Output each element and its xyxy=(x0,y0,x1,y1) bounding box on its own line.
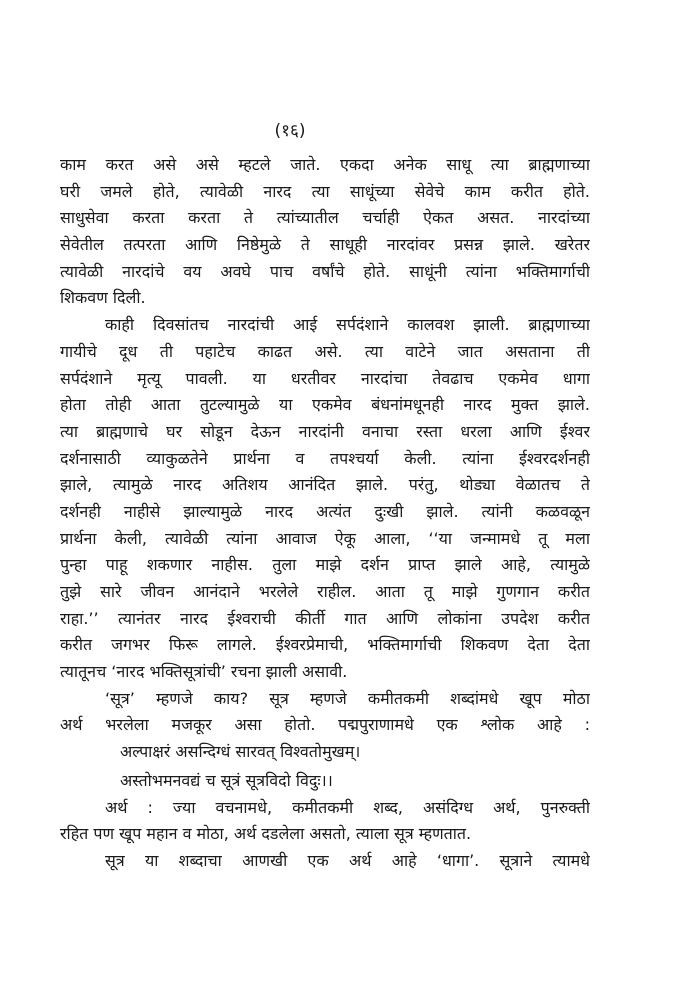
text-line: काम करत असे असे म्हटले जाते. एकदा अनेक साधू त्या ब्राह्मणाच्या xyxy=(60,155,590,174)
text-line: दर्शनही नाहीसे झाल्यामुळे नारद अत्यंत दुःखी झाले. त्यांनी कळवळून xyxy=(60,501,590,521)
text-line: गायीचे दूध ती पहाटेच काढत असे. त्या वाटेने जात असताना ती xyxy=(60,341,590,361)
text-line: अर्थ : ज्या वचनामधे, कमीतकमी शब्द, असंदिग्ध अर्थ, पुनरुक्ती xyxy=(105,797,590,817)
text-line: काही दिवसांतच नारदांची आई सर्पदंशाने कालवश झाली. ब्राह्मणाच्या xyxy=(105,315,590,335)
text-line: त्यातूनच ‘नारद भक्तिसूत्रांची’ रचना झाली असावी. xyxy=(60,662,348,682)
text-line: होता तोही आता तुटल्यामुळे या एकमेव बंधनांमधूनही नारद मुक्त झाले. xyxy=(60,395,590,415)
text-line: सर्पदंशाने मृत्यू पावली. या धरतीवर नारदांचा तेवढाच एकमेव धागा xyxy=(60,368,590,388)
text-line: ‘सूत्र’ म्हणजे काय? सूत्र म्हणजे कमीतकमी शब्दांमधे खूप मोठा xyxy=(105,688,590,708)
text-line: त्या ब्राह्मणाचे घर सोडून देऊन नारदांनी वनाचा रस्ता धरला आणि ईश्वर xyxy=(60,421,590,441)
page-number: (१६) xyxy=(274,121,306,141)
text-line: दर्शनासाठी व्याकुळतेने प्रार्थना व तपश्चर्या केली. त्यांना ईश्वरदर्शनही xyxy=(60,448,590,468)
text-line: शिकवण दिली. xyxy=(60,288,146,308)
text-line: रहित पण खूप महान व मोठा, अर्थ दडलेला असतो, त्याला सूत्र म्हणतात. xyxy=(60,824,472,844)
text-line: सूत्र या शब्दाचा आणखी एक अर्थ आहे ‘धागा’. सूत्राने त्यामधे xyxy=(105,850,590,870)
text-line: सेवेतील तत्परता आणि निष्ठेमुळे ते साधूही नारदांवर प्रसन्न झाले. खरेतर xyxy=(60,235,590,255)
text-line: झाले, त्यामुळे नारद अतिशय आनंदित झाले. परंतु, थोड्या वेळातच ते xyxy=(60,475,590,495)
verse-line: अस्तोभमनवद्यं च सूत्रं सूत्रविदो विदुः।। xyxy=(120,770,333,790)
text-line: पुन्हा पाहू शकणार नाहीस. तुला माझे दर्शन प्राप्त झाले आहे, त्यामुळे xyxy=(60,555,590,575)
text-line: साधुसेवा करता करता ते त्यांच्यातील चर्चाही ऐकत असत. नारदांच्या xyxy=(60,208,590,228)
text-line: राहा.’’ त्यानंतर नारद ईश्वराची कीर्ती गात आणि लोकांना उपदेश करीत xyxy=(60,608,590,628)
verse-line: अल्पाक्षरं असन्दिग्धं सारवत् विश्वतोमुखम्। xyxy=(120,742,361,762)
text-line: करीत जगभर फिरू लागले. ईश्वरप्रेमाची, भक्तिमार्गाची शिकवण देता देता xyxy=(60,635,590,655)
body-text xyxy=(60,152,590,875)
text-line: त्यावेळी नारदांचे वय अवघे पाच वर्षांचे होते. साधूंनी त्यांना भक्तिमार्गाची xyxy=(60,261,590,281)
text-line: तुझे सारे जीवन आनंदाने भरलेले राहील. आता तू माझे गुणगान करीत xyxy=(60,582,590,601)
text-line: घरी जमले होते, त्यावेळी नारद त्या साधूंच्या सेवेचे काम करीत होते. xyxy=(60,181,590,201)
text-line: अर्थ भरलेला मजकूर असा होतो. पद्मपुराणामधे एक श्लोक आहे : xyxy=(60,715,590,735)
text-line: प्रार्थना केली, त्यावेळी त्यांना आवाज ऐकू आला, ‘‘या जन्मामधे तू मला xyxy=(60,528,590,548)
